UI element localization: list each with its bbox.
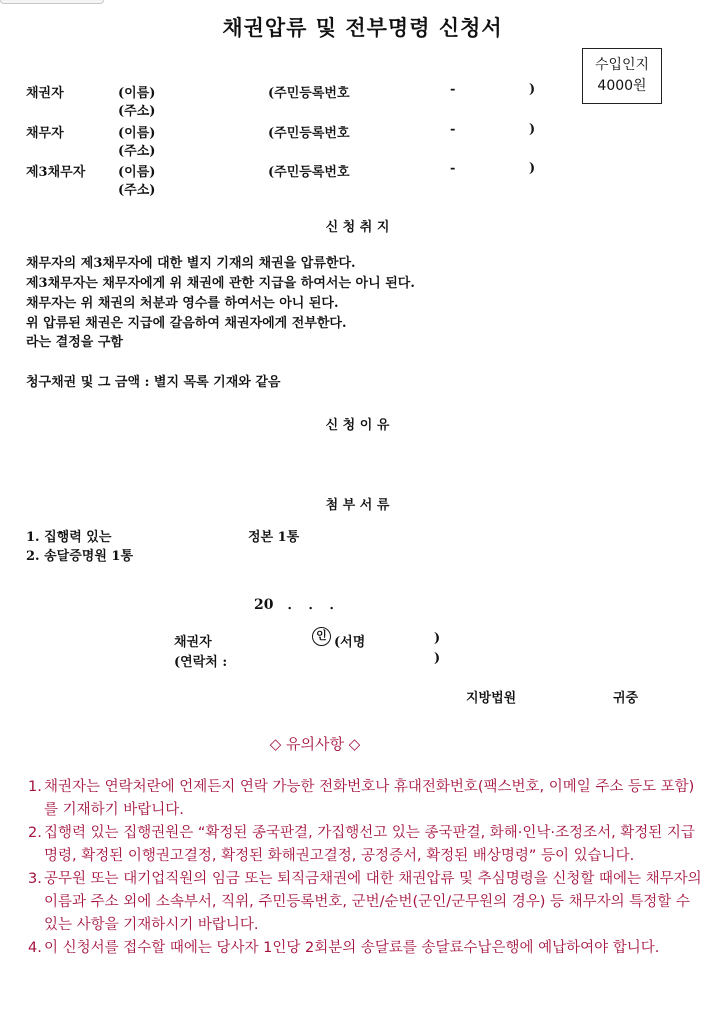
third-debtor-id-close: ) <box>529 161 536 176</box>
notice-item-number: 1. <box>28 779 42 795</box>
debtor-name-label: (이름) <box>118 126 156 141</box>
third-debtor-id-dash: - <box>450 161 456 176</box>
attachment-item-1: 1. 집행력 있는 <box>26 530 112 545</box>
notice-item <box>28 776 708 822</box>
notice-item-text: 이 신청서를 접수할 때에는 당사자 1인당 2회분의 송달료를 송달료수납은행에 예납하여야 합니다. <box>44 940 660 956</box>
debtor-id-close: ) <box>529 122 536 137</box>
seal-icon: 인 <box>312 627 331 646</box>
creditor-id-dash: - <box>450 82 456 97</box>
notice-item-number: 4. <box>28 940 42 956</box>
notice-item <box>28 937 708 960</box>
claim-statement: 청구채권 및 그 금액 : 별지 목록 기재와 같음 <box>26 375 281 390</box>
attachments-heading: 첨 부 서 류 <box>325 498 390 513</box>
court-addressee: 귀중 <box>613 691 639 706</box>
signature-creditor-label: 채권자 <box>174 635 212 650</box>
document-title: 채권압류 및 전부명령 신청서 <box>222 15 503 40</box>
creditor-address-label: (주소) <box>118 104 156 119</box>
purpose-line: 채무자의 제3채무자에 대한 별지 기재의 채권을 압류한다. <box>26 256 356 271</box>
creditor-name-label: (이름) <box>118 86 156 101</box>
party-role-debtor: 채무자 <box>26 126 64 141</box>
notice-item-number: 2. <box>28 825 42 841</box>
debtor-address-label: (주소) <box>118 144 156 159</box>
creditor-id-label: (주민등록번호 <box>268 86 350 101</box>
signature-close: ) <box>434 631 441 646</box>
notice-item-text: 채권자는 연락처란에 언제든지 연락 가능한 전화번호나 휴대전화번호(팩스번호, 이메일 주소 등도 포함)를 기재하기 바랍니다. <box>44 779 695 818</box>
notice-item-text: 공무원 또는 대기업직원의 임금 또는 퇴직금채권에 대한 채권압류 및 추심명령을 신청할 때에는 채무자의 이름과 주소 외에 소속부서, 직위, 주민등록번호, 군번/순번(군인/군무원의 경우) 등 채무자의 특정할 수 있는 사항을 기재하시기 바랍니다. <box>44 871 702 933</box>
purpose-line: 제3채무자는 채무자에게 위 채권에 관한 지급을 하여서는 아니 된다. <box>26 276 415 291</box>
attachment-item-2: 2. 송달증명원 1통 <box>26 549 134 564</box>
party-role-third-debtor: 제3채무자 <box>26 165 86 180</box>
party-role-creditor: 채권자 <box>26 86 64 101</box>
creditor-id-close: ) <box>529 82 536 97</box>
revenue-stamp-box <box>582 48 662 104</box>
court-name: 지방법원 <box>466 691 517 706</box>
third-debtor-name-label: (이름) <box>118 165 156 180</box>
stamp-amount: 4000원 <box>597 78 647 94</box>
notice-item-number: 3. <box>28 871 42 887</box>
debtor-id-label: (주민등록번호 <box>268 126 350 141</box>
purpose-line: 위 압류된 채권은 지급에 갈음하여 채권자에게 전부한다. <box>26 316 347 331</box>
contact-label: (연락처 : <box>174 655 228 670</box>
notice-title: ◇ 유의사항 ◇ <box>269 735 361 753</box>
browser-tab-stub <box>0 0 104 4</box>
date-line: 20 ． ． ． <box>254 597 344 613</box>
notice-list <box>28 776 708 960</box>
attachment-item-1-copy: 정본 1통 <box>248 530 300 545</box>
purpose-line: 라는 결정을 구함 <box>26 335 123 350</box>
purpose-heading: 신 청 취 지 <box>325 220 390 235</box>
stamp-label: 수입인지 <box>594 57 650 73</box>
third-debtor-address-label: (주소) <box>118 183 156 198</box>
notice-item-text: 집행력 있는 집행권원은 “확정된 종국판결, 가집행선고 있는 종국판결, 화해·인낙·조정조서, 확정된 지급명령, 확정된 이행권고결정, 확정된 화해권고결정, 공정증서, 확정된 배상명령” 등이 있습니다. <box>44 825 695 864</box>
third-debtor-id-label: (주민등록번호 <box>268 165 350 180</box>
purpose-line: 채무자는 위 채권의 처분과 영수를 하여서는 아니 된다. <box>26 296 339 311</box>
notice-item <box>28 868 708 937</box>
contact-close: ) <box>434 651 441 666</box>
reason-heading: 신 청 이 유 <box>325 418 390 433</box>
notice-item <box>28 822 708 868</box>
debtor-id-dash: - <box>450 122 456 137</box>
signature-label: (서명 <box>334 635 366 650</box>
